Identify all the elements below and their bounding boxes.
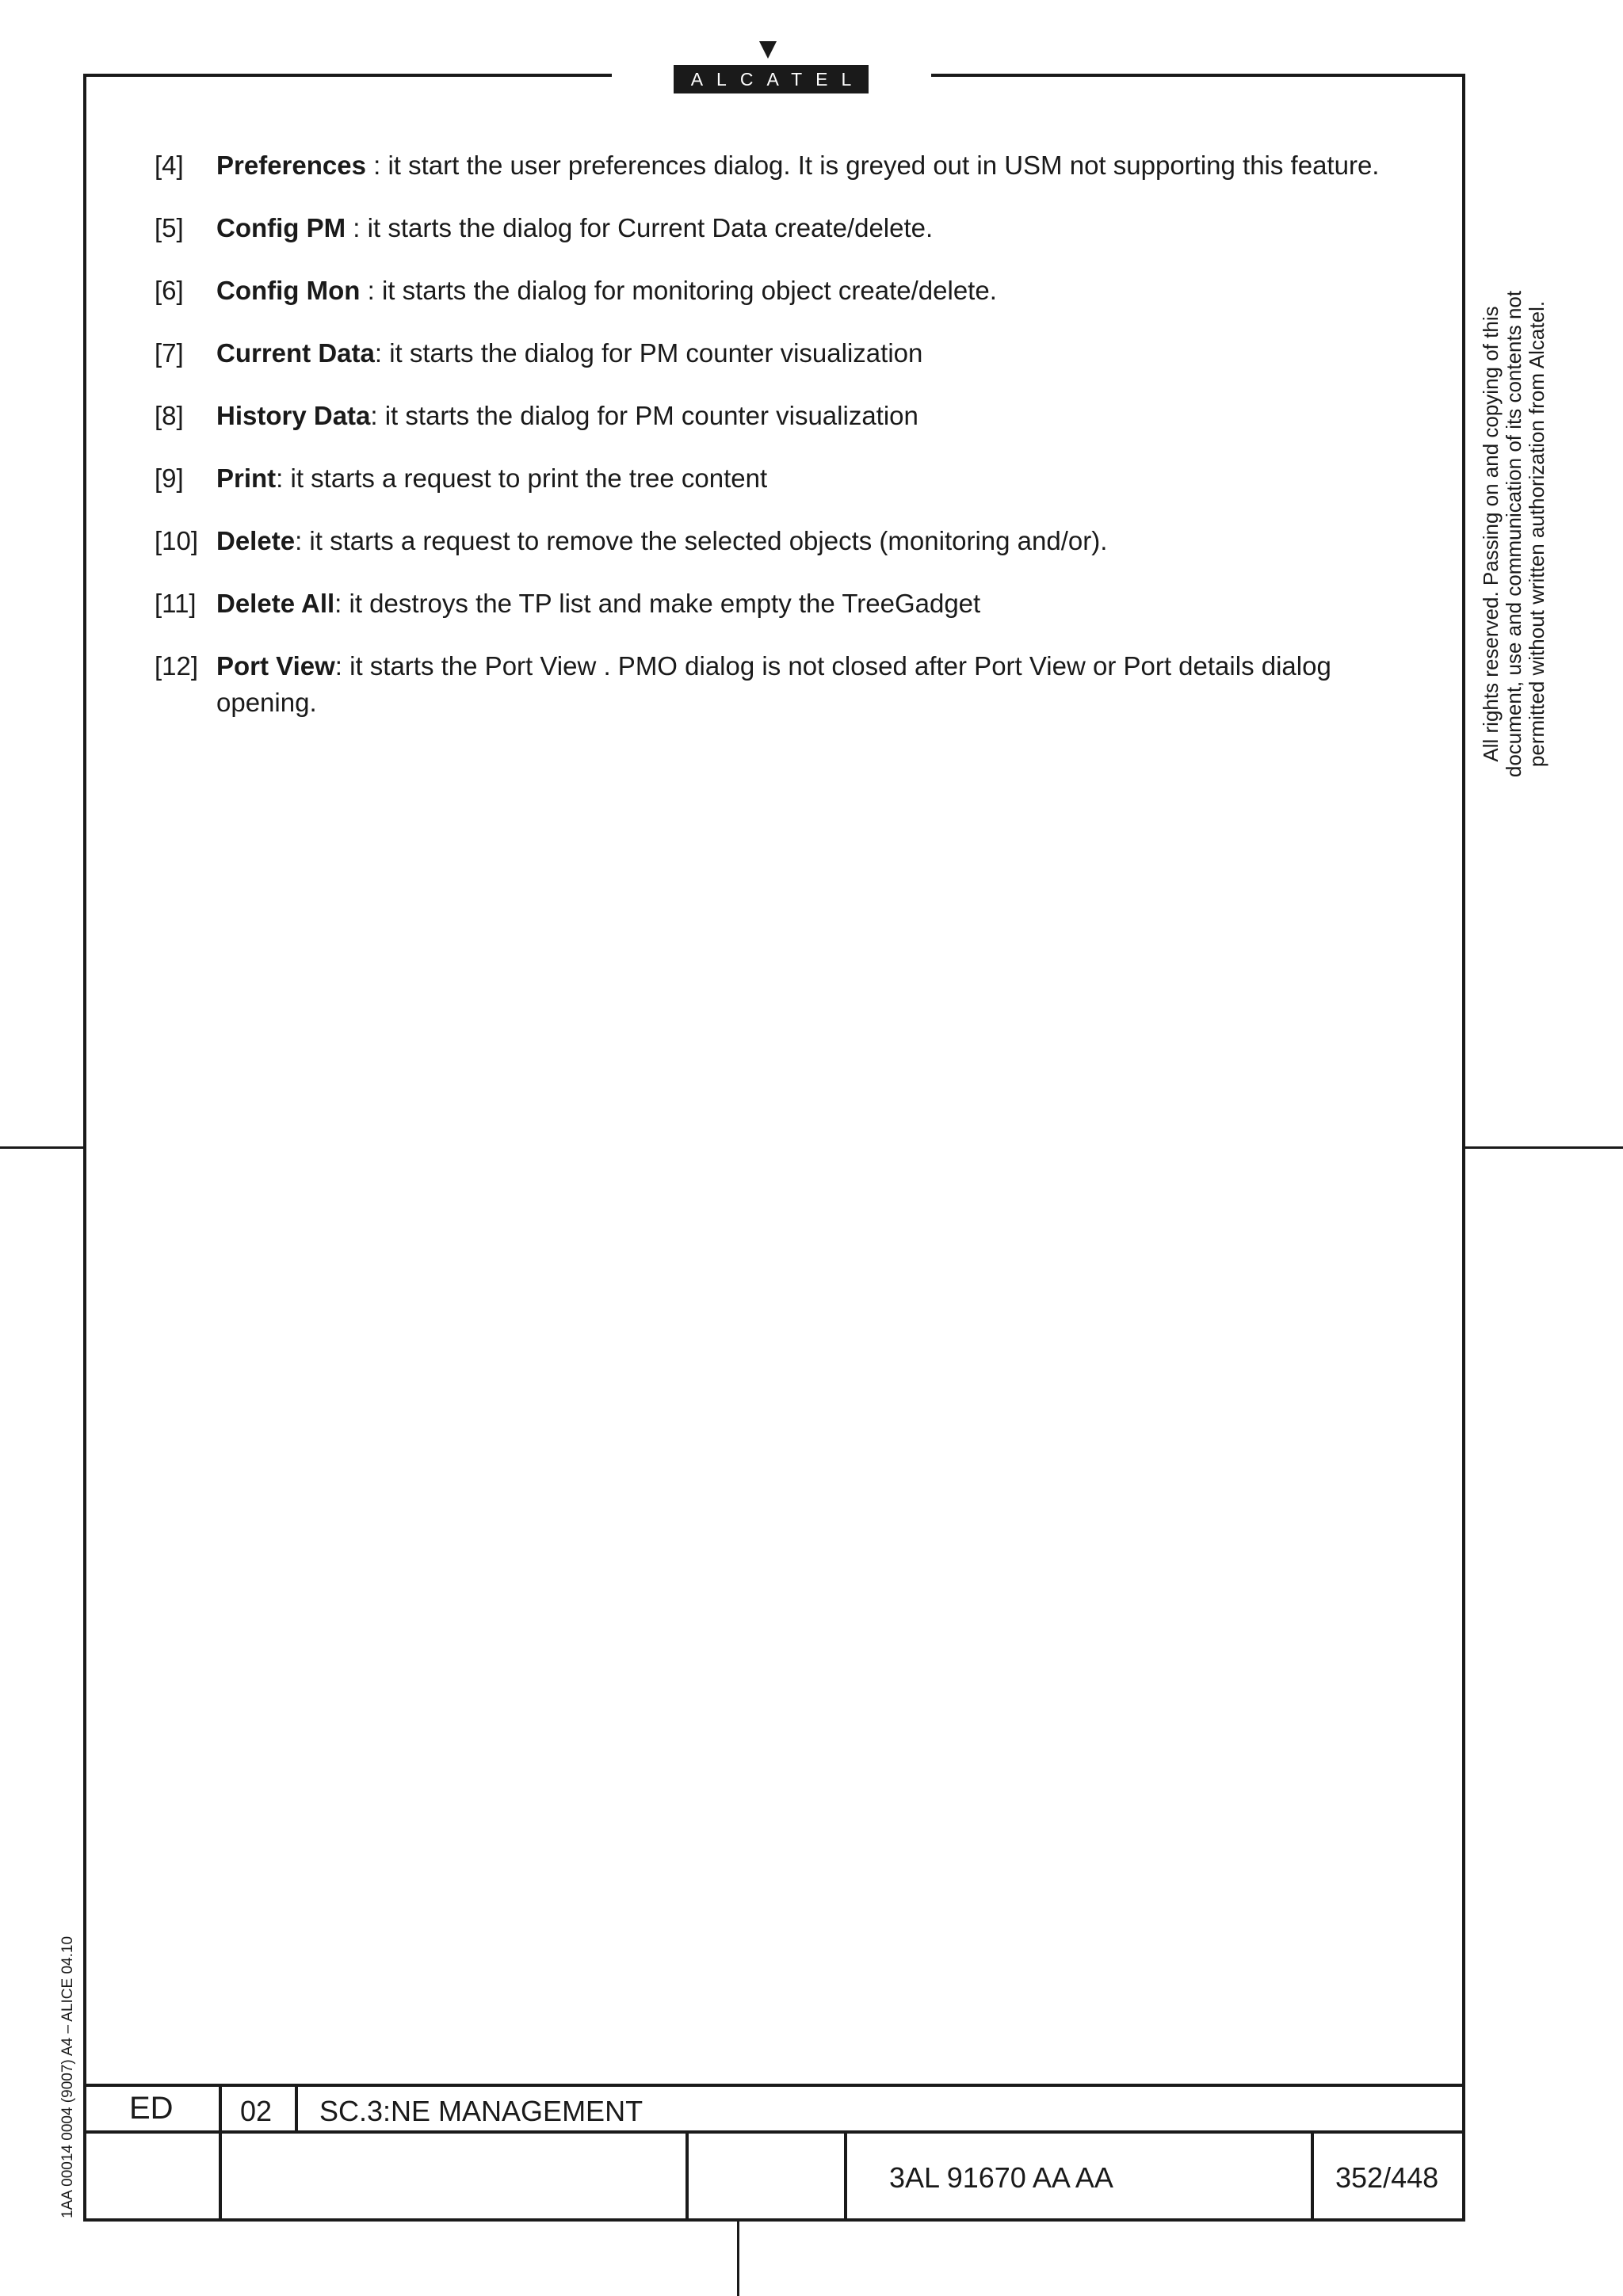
fold-mark-right xyxy=(1465,1146,1623,1149)
item-term: Preferences xyxy=(216,151,366,180)
item-text: : it starts a request to remove the selected objects (monitoring and/or). xyxy=(295,526,1108,555)
item-text: : it starts a request to print the tree content xyxy=(276,463,768,493)
item-term: Current Data xyxy=(216,338,375,368)
copyright-notice: All rights reserved. Passing on and copying of this document, use and communication of its contents not permitted without written authorization from Alcatel. xyxy=(1479,290,1549,778)
item-text: : it starts the dialog for monitoring object create/delete. xyxy=(360,276,997,305)
frame-left-line xyxy=(83,74,86,2222)
item-number: [10] xyxy=(155,526,199,555)
title-block-divider xyxy=(295,2084,298,2132)
list-item-4 xyxy=(155,147,1423,184)
section-title: SC.3:NE MANAGEMENT xyxy=(319,2095,643,2127)
list-item-6 xyxy=(155,273,1423,309)
title-block-divider xyxy=(685,2130,689,2220)
item-term: Config PM xyxy=(216,213,346,242)
document-reference: 3AL 91670 AA AA xyxy=(889,2161,1113,2194)
list-item-7 xyxy=(155,335,1423,372)
item-term: Delete All xyxy=(216,589,335,618)
title-block-divider xyxy=(219,2084,222,2220)
item-number: [7] xyxy=(155,338,184,368)
list-item-8 xyxy=(155,398,1423,434)
list-item-12 xyxy=(155,648,1423,721)
title-block-divider xyxy=(844,2130,847,2220)
item-number: [4] xyxy=(155,151,184,180)
item-term: Delete xyxy=(216,526,296,555)
fold-mark-bottom xyxy=(737,2222,739,2296)
list-item-9 xyxy=(155,460,1423,497)
edition-value: 02 xyxy=(240,2095,273,2127)
frame-bottom-line xyxy=(83,2218,1465,2222)
item-term: Config Mon xyxy=(216,276,361,305)
item-text: : it starts the Port View . PMO dialog is not closed after Port View or Port details dialog opening. xyxy=(216,651,1331,717)
list-item-10 xyxy=(155,523,1423,559)
frame-top-right-line xyxy=(931,74,1465,77)
item-text: : it start the user preferences dialog. It is greyed out in USM not supporting this feature. xyxy=(365,151,1380,180)
title-block-top-line xyxy=(83,2084,1465,2087)
page-number: 352/448 xyxy=(1335,2161,1439,2194)
form-code: 1AA 00014 0004 (9007) A4 – ALICE 04.10 xyxy=(59,1936,76,2218)
list-item-5 xyxy=(155,210,1423,246)
title-block-mid-line xyxy=(83,2130,1465,2134)
fold-mark-left xyxy=(0,1146,83,1149)
item-text: : it starts the dialog for PM counter visualization xyxy=(370,401,918,430)
item-term: Port View xyxy=(216,651,335,681)
item-term: Print xyxy=(216,463,277,493)
item-number: [11] xyxy=(155,589,197,618)
frame-top-left-line xyxy=(83,74,612,77)
list-item-11 xyxy=(155,585,1423,622)
item-text: : it starts the dialog for Current Data create/delete. xyxy=(346,213,934,242)
item-text: : it starts the dialog for PM counter visualization xyxy=(374,338,923,368)
alcatel-logo xyxy=(674,41,869,93)
item-number: [8] xyxy=(155,401,184,430)
item-term: History Data xyxy=(216,401,371,430)
item-number: [6] xyxy=(155,276,184,305)
edition-label: ED xyxy=(129,2091,174,2126)
item-number: [9] xyxy=(155,463,184,493)
logo-arrow-icon xyxy=(759,41,777,59)
item-number: [12] xyxy=(155,651,199,681)
item-number: [5] xyxy=(155,213,184,242)
logo-text: ALCATEL xyxy=(674,65,869,93)
item-text: : it destroys the TP list and make empty the TreeGadget xyxy=(334,589,981,618)
title-block-divider xyxy=(1311,2130,1314,2220)
